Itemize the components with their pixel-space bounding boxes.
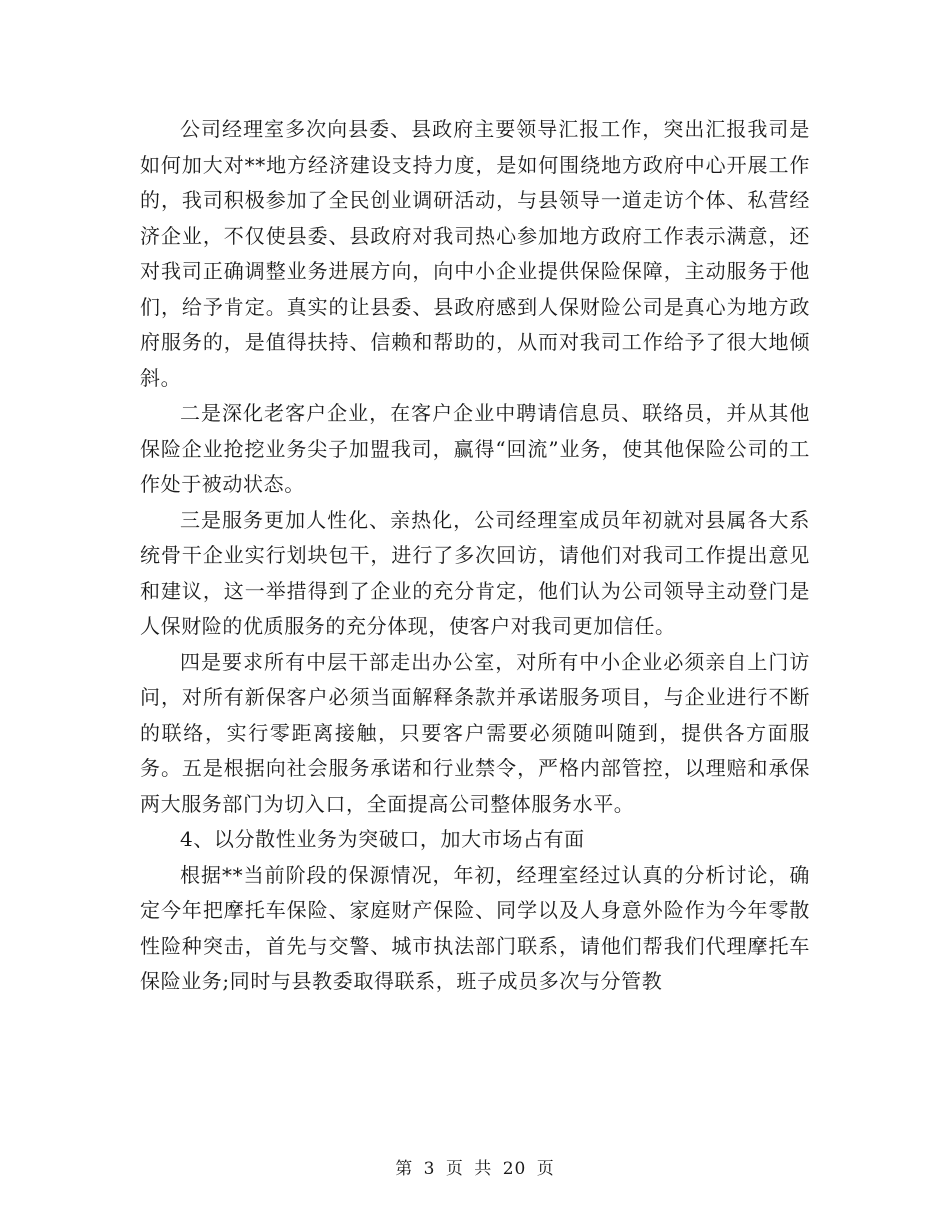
paragraph-1: 公司经理室多次向县委、县政府主要领导汇报工作，突出汇报我司是如何加大对**地方经济建设支持力度，是如何围绕地方政府中心开展工作的，我司积极参加了全民创业调研活动，与县领导一道走访个体、私营经济企业，不仅使县委、县政府对我司热心参加地方政府工作表示满意，还对我司正确调整业务进展方向，向中小企业提供保险保障，主动服务于他们，给予肯定。真实的让县委、县政府感到人保财险公司是真心为地方政府服务的，是值得扶持、信赖和帮助的，从而对我司工作给予了很大地倾斜。: [140, 117, 810, 390]
footer-current-page: 3: [423, 1159, 436, 1179]
footer-page-word: 页: [445, 1159, 464, 1179]
page-footer: [0, 1154, 950, 1179]
footer-total-word: 共: [474, 1159, 493, 1179]
footer-suffix: 页: [536, 1159, 555, 1179]
paragraph-4: 四是要求所有中层干部走出办公室，对所有中小企业必须亲自上门访问，对所有新保客户必须当面解释条款并承诺服务项目，与企业进行不断的联络，实行零距离接触，只要客户需要必须随叫随到，提供各方面服务。五是根据向社会服务承诺和行业禁令，严格内部管控，以理赔和承保两大服务部门为切入口，全面提高公司整体服务水平。: [140, 649, 810, 816]
footer-total-pages: 20: [502, 1159, 527, 1179]
paragraph-3: 三是服务更加人性化、亲热化，公司经理室成员年初就对县属各大系统骨干企业实行划块包干，进行了多次回访，请他们对我司工作提出意见和建议，这一举措得到了企业的充分肯定，他们认为公司领导主动登门是人保财险的优质服务的充分体现，使客户对我司更加信任。: [140, 507, 810, 638]
document-body: [140, 112, 810, 1000]
paragraph-2: 二是深化老客户企业，在客户企业中聘请信息员、联络员，并从其他保险企业抢挖业务尖子加盟我司，赢得“回流”业务，使其他保险公司的工作处于被动状态。: [140, 401, 810, 496]
paragraph-5: 根据**当前阶段的保源情况，年初，经理室经过认真的分析讨论，确定今年把摩托车保险、家庭财产保险、同学以及人身意外险作为今年零散性险种突击，首先与交警、城市执法部门联系，请他们帮我们代理摩托车保险业务;同时与县教委取得联系，班子成员多次与分管教: [140, 862, 810, 993]
section-heading: 4、以分散性业务为突破口，加大市场占有面: [180, 827, 585, 851]
footer-prefix: 第: [395, 1159, 414, 1179]
